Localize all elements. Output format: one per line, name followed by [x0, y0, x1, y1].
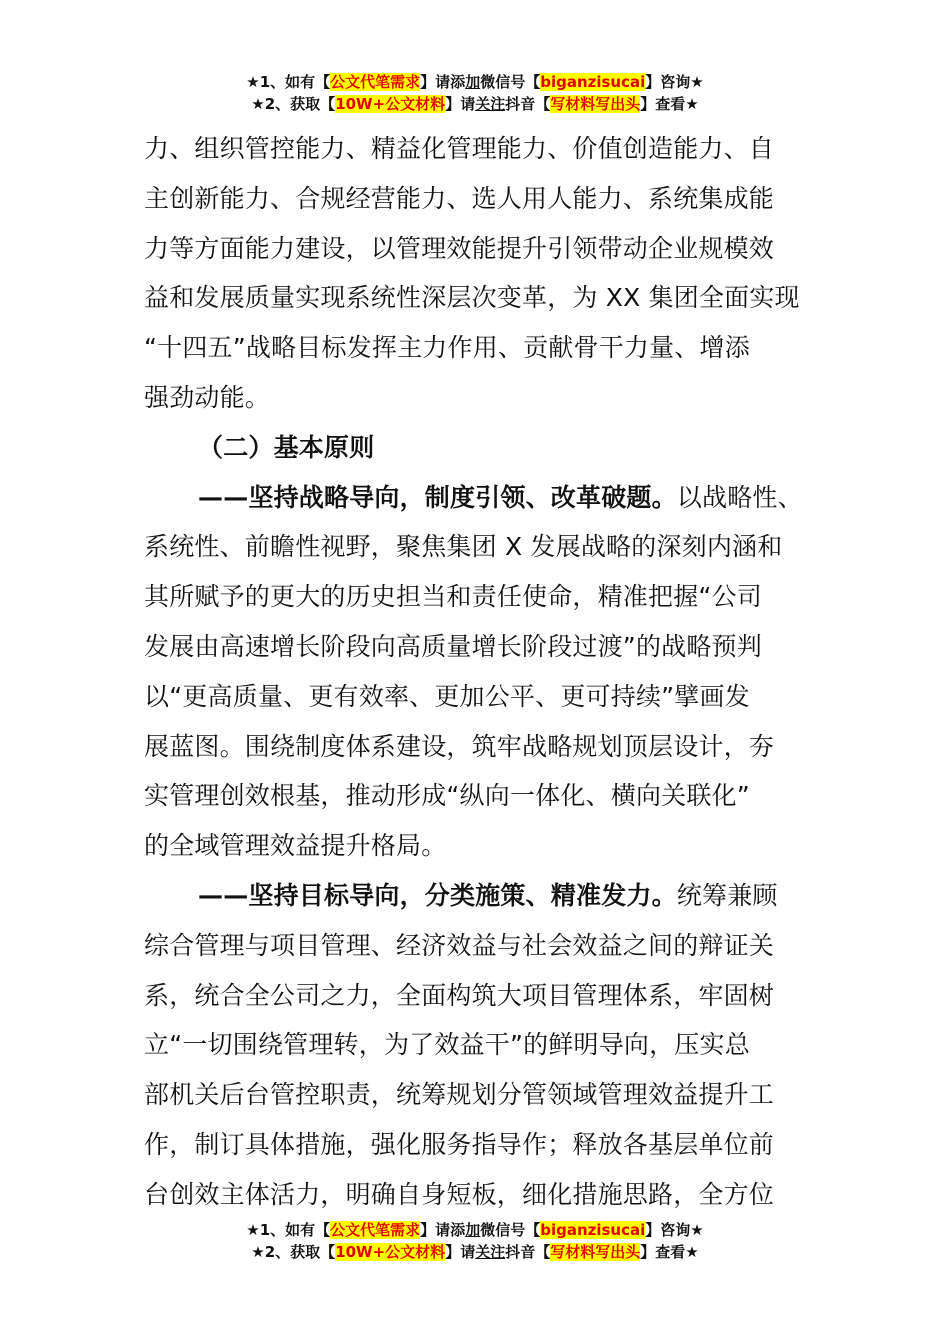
banner-line-2 [0, 1241, 950, 1263]
banner-text: 关注 [475, 95, 506, 113]
paragraph-lead: ——坚持战略导向，制度引领、改革破题。 [198, 482, 677, 512]
body-line: 部机关后台管控职责，统筹规划分管领域管理效益提升工 [144, 1080, 775, 1110]
banner-highlight: 写材料写出头 [550, 95, 641, 113]
top-banner [0, 71, 950, 115]
banner-text: 关注 [475, 1243, 506, 1261]
paragraph-first-line [144, 871, 812, 921]
paragraph-text: 统筹兼顾 [676, 880, 778, 910]
banner-highlight: biganzisucai [540, 1221, 646, 1239]
banner-text: 加 [465, 1221, 481, 1239]
bottom-banner [0, 1219, 950, 1263]
banner-highlight: 写材料写出头 [550, 1243, 641, 1261]
section-heading: （二）基本原则 [198, 432, 375, 462]
document-body [144, 124, 812, 1220]
banner-text: 】查看★ [640, 95, 699, 113]
paragraph-first-line [144, 473, 812, 523]
banner-highlight: biganzisucai [540, 73, 646, 91]
banner-text: ★2、获取【 [251, 95, 336, 113]
body-line: 作，制订具体措施，强化服务指导作；释放各基层单位前 [144, 1129, 775, 1159]
banner-text: 】查看★ [640, 1243, 699, 1261]
body-line: 以“更高质量、更有效率、更加公平、更可持续”擘画发 [144, 681, 750, 711]
banner-line-1 [0, 71, 950, 93]
body-line: 系统性、前瞻性视野，聚焦集团 X 发展战略的深刻内涵和 [144, 532, 783, 562]
banner-text: 抖音【 [505, 95, 551, 113]
banner-text: 】咨询★ [645, 73, 704, 91]
banner-text: 微信号【 [480, 1221, 541, 1239]
banner-line-2 [0, 93, 950, 115]
banner-text: 微信号【 [480, 73, 541, 91]
body-line: 综合管理与项目管理、经济效益与社会效益之间的辩证关 [144, 930, 775, 960]
body-line: 台创效主体活力，明确自身短板，细化措施思路，全方位 [144, 1179, 775, 1209]
banner-text: 】请 [445, 1243, 476, 1261]
body-line: 展蓝图。围绕制度体系建设，筑牢战略规划顶层设计，夯 [144, 731, 775, 761]
paragraph-text: 以战略性、 [676, 482, 803, 512]
body-line: 力、组织管控能力、精益化管理能力、价值创造能力、自 [144, 134, 775, 163]
body-line: 发展由高速增长阶段向高质量增长阶段过渡”的战略预判 [144, 631, 762, 661]
body-line: 实管理创效根基，推动形成“纵向一体化、横向关联化” [144, 781, 750, 811]
banner-text: ★1、如有【 [246, 1221, 331, 1239]
banner-text: 】请添 [420, 73, 466, 91]
body-line: 系，统合全公司之力，全面构筑大项目管理体系，牢固树 [144, 980, 775, 1010]
banner-highlight: 10W+公文材料 [335, 1243, 446, 1261]
body-line: 的全域管理效益提升格局。 [144, 831, 447, 861]
banner-highlight: 公文代笔需求 [330, 73, 421, 91]
body-line: 其所赋予的更大的历史担当和责任使命，精准把握“公司 [144, 582, 762, 612]
paragraph-lead: ——坚持目标导向，分类施策、精准发力。 [198, 880, 677, 910]
banner-text: 】咨询★ [645, 1221, 704, 1239]
banner-text: 抖音【 [505, 1243, 551, 1261]
body-line: 力等方面能力建设，以管理效能提升引领带动企业规模效 [144, 233, 775, 263]
banner-text: ★1、如有【 [246, 73, 331, 91]
banner-line-1 [0, 1219, 950, 1241]
body-line: 益和发展质量实现系统性深层次变革，为 XX 集团全面实现 [144, 283, 800, 313]
banner-text: 】请 [445, 95, 476, 113]
banner-text: 加 [465, 73, 481, 91]
body-line: 主创新能力、合规经营能力、选人用人能力、系统集成能 [144, 183, 775, 213]
banner-highlight: 公文代笔需求 [330, 1221, 421, 1239]
body-line: “十四五”战略目标发挥主力作用、贡献骨干力量、增添 [144, 333, 750, 363]
banner-text: 】请添 [420, 1221, 466, 1239]
body-line: 强劲动能。 [144, 382, 271, 412]
banner-text: ★2、获取【 [251, 1243, 336, 1261]
banner-highlight: 10W+公文材料 [335, 95, 446, 113]
body-line: 立“一切围绕管理转，为了效益干”的鲜明导向，压实总 [144, 1030, 750, 1060]
